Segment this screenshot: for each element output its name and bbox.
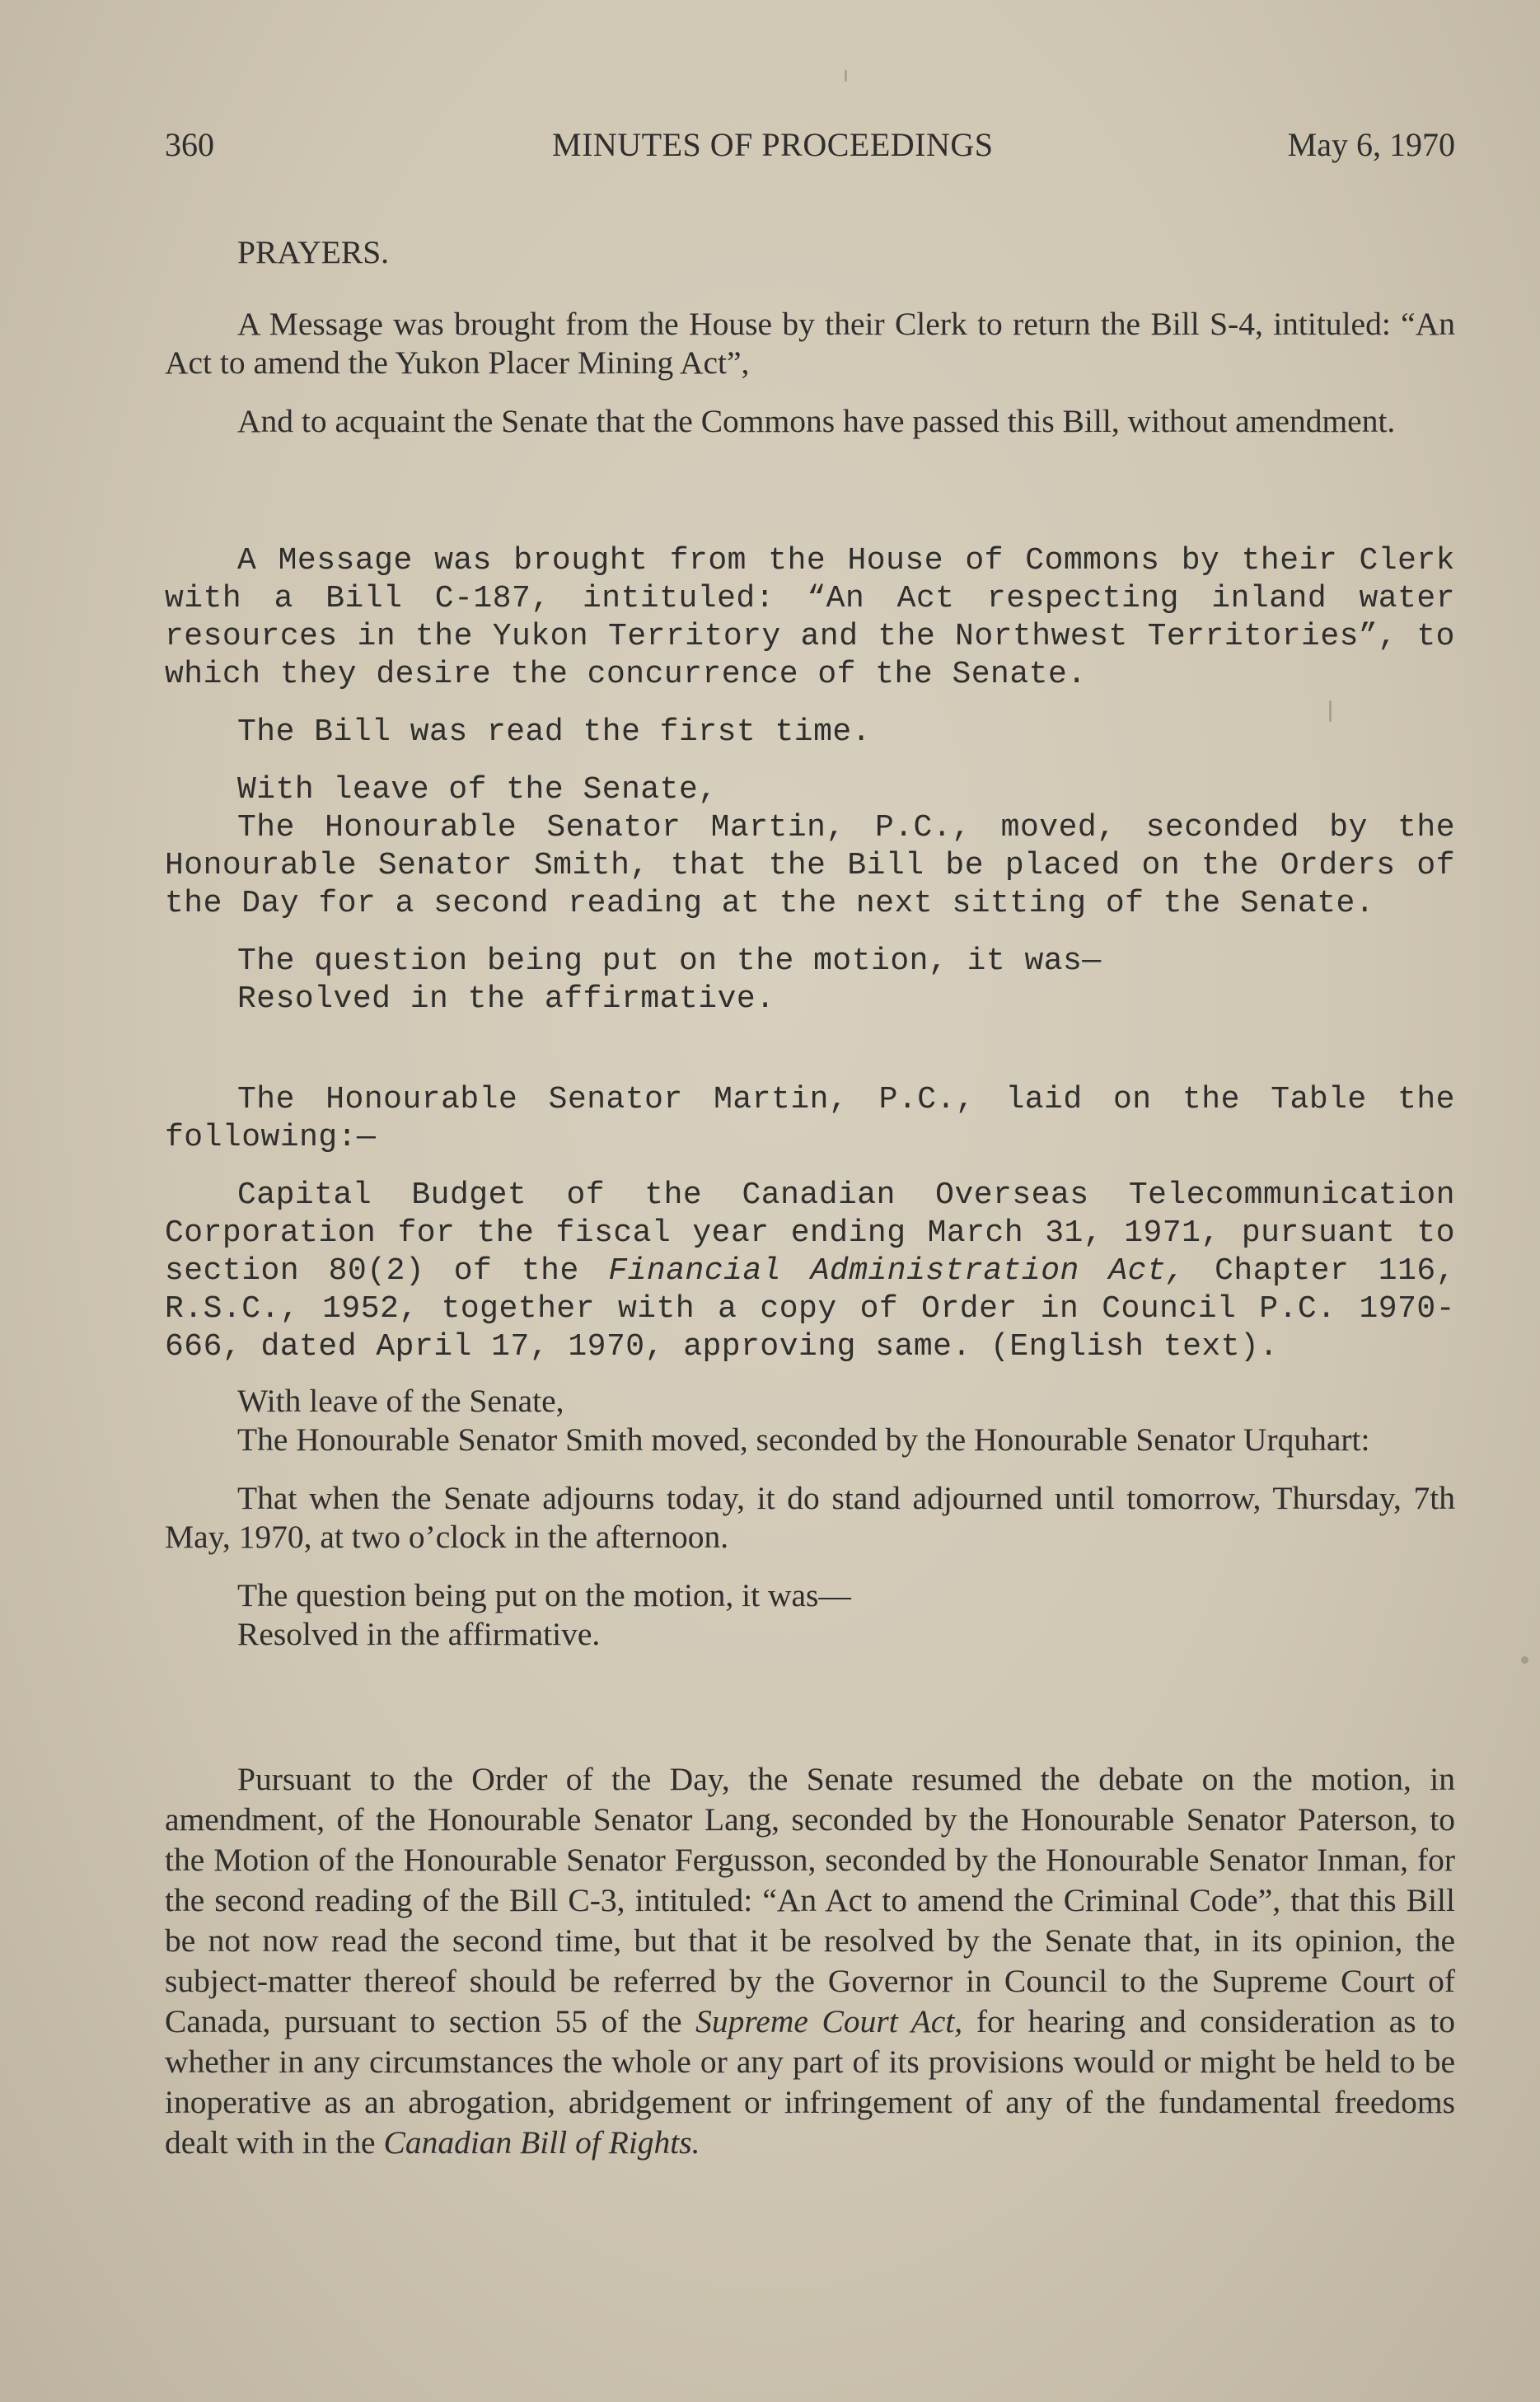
tabled-documents <box>165 1081 1455 1366</box>
prayers-heading: PRAYERS. <box>237 234 390 270</box>
question-put-line: The question being put on the motion, it was— <box>237 943 1102 979</box>
page-header <box>165 125 1455 166</box>
debate-paragraph <box>165 1759 1455 2163</box>
prayers-section <box>165 233 1455 272</box>
paper-speck <box>1521 1656 1528 1664</box>
resolved-line: Resolved in the affirmative. <box>237 981 775 1017</box>
paper-speck <box>1329 700 1332 722</box>
paper-speck <box>845 70 847 82</box>
debate-text-2: for hearing and consideration as to whether in any circumstances the whole or any part of its provisions would or might be held to be inoperative as an abrogation, abridgement or infringement of any of the fundamental freedoms dealt with in the <box>165 2003 1455 2161</box>
debate-bill-c3 <box>165 1759 1455 2163</box>
running-title: MINUTES OF PROCEEDINGS <box>552 126 994 163</box>
tabled-intro-line: The Honourable Senator Martin, P.C., laid on the Table the following:— <box>165 1082 1455 1155</box>
message-c187-paragraph: A Message was brought from the House of Commons by their Clerk with a Bill C-187, intituled: “An Act respecting inland water resources in the Yukon Territory and the Northwest Territories”, to which they desire the concurrence of the Senate. <box>165 543 1455 692</box>
adjourn-until-paragraph: That when the Senate adjourns today, it do stand adjourned until tomorrow, Thursday, 7th May, 1970, at two o’clock in the afternoon. <box>165 1480 1455 1555</box>
adjournment-motion <box>165 1382 1455 1654</box>
financial-administration-act-title: Financial Administration Act, <box>608 1253 1186 1289</box>
message-s4-acquaint-paragraph: And to acquaint the Senate that the Commons have passed this Bill, without amendment. <box>237 403 1396 439</box>
capital-budget-text-1: Capital Budget of the Canadian Overseas Telecommunication Corporation for the fiscal year ending March 31, 1971, pursuant to section 80(2) of the <box>165 1178 1455 1289</box>
debate-text-1: Pursuant to the Order of the Day, the Senate resumed the debate on the motion, in amendment, of the Honourable Senator Lang, seconded by the Honourable Senator Paterson, to the Motion of the Honourable Senator Fergusson, seconded by the Honourable Senator Inman, for the second reading of the Bill C-3, intituled: “An Act to amend the Criminal Code”, that this Bill be not now read the second time, but that it be resolved by the Senate that, in its opinion, the subject-matter thereof should be referred by the Governor in Council to the Supreme Court of Canada, pursuant to section 55 of the <box>165 1761 1455 2039</box>
smith-motion-paragraph: The Honourable Senator Smith moved, seconded by the Honourable Senator Urquhart: <box>237 1421 1370 1458</box>
adjourn-resolved-line: Resolved in the affirmative. <box>237 1616 601 1652</box>
capital-budget-text-2: Chapter 116, R.S.C., 1952, together with a copy of Order in Council P.C. 1970-666, dated April 17, 1970, approving same. (English text). <box>165 1253 1456 1365</box>
message-s4-paragraph: A Message was brought from the House by their Clerk to return the Bill S-4, intituled: “An Act to amend the Yukon Placer Mining Act”, <box>165 306 1455 381</box>
header-date: May 6, 1970 <box>1287 126 1455 163</box>
leave-of-senate-line: With leave of the Senate, <box>237 772 718 808</box>
message-bill-s4 <box>165 305 1455 441</box>
page-number: 360 <box>165 126 214 163</box>
supreme-court-act-title: Supreme Court Act, <box>695 2003 963 2039</box>
adjourn-question-line: The question being put on the motion, it was— <box>237 1577 851 1613</box>
adjourn-leave-line: With leave of the Senate, <box>237 1383 564 1419</box>
martin-motion-paragraph: The Honourable Senator Martin, P.C., moved, seconded by the Honourable Senator Smith, that the Bill be placed on the Orders of the Day for a second reading at the next sitting of the Senate. <box>165 810 1455 921</box>
message-bill-c187 <box>165 542 1455 1018</box>
canadian-bill-of-rights-title: Canadian Bill of Rights. <box>383 2124 700 2161</box>
first-reading-paragraph: The Bill was read the first time. <box>237 714 872 750</box>
capital-budget-paragraph <box>165 1177 1455 1366</box>
